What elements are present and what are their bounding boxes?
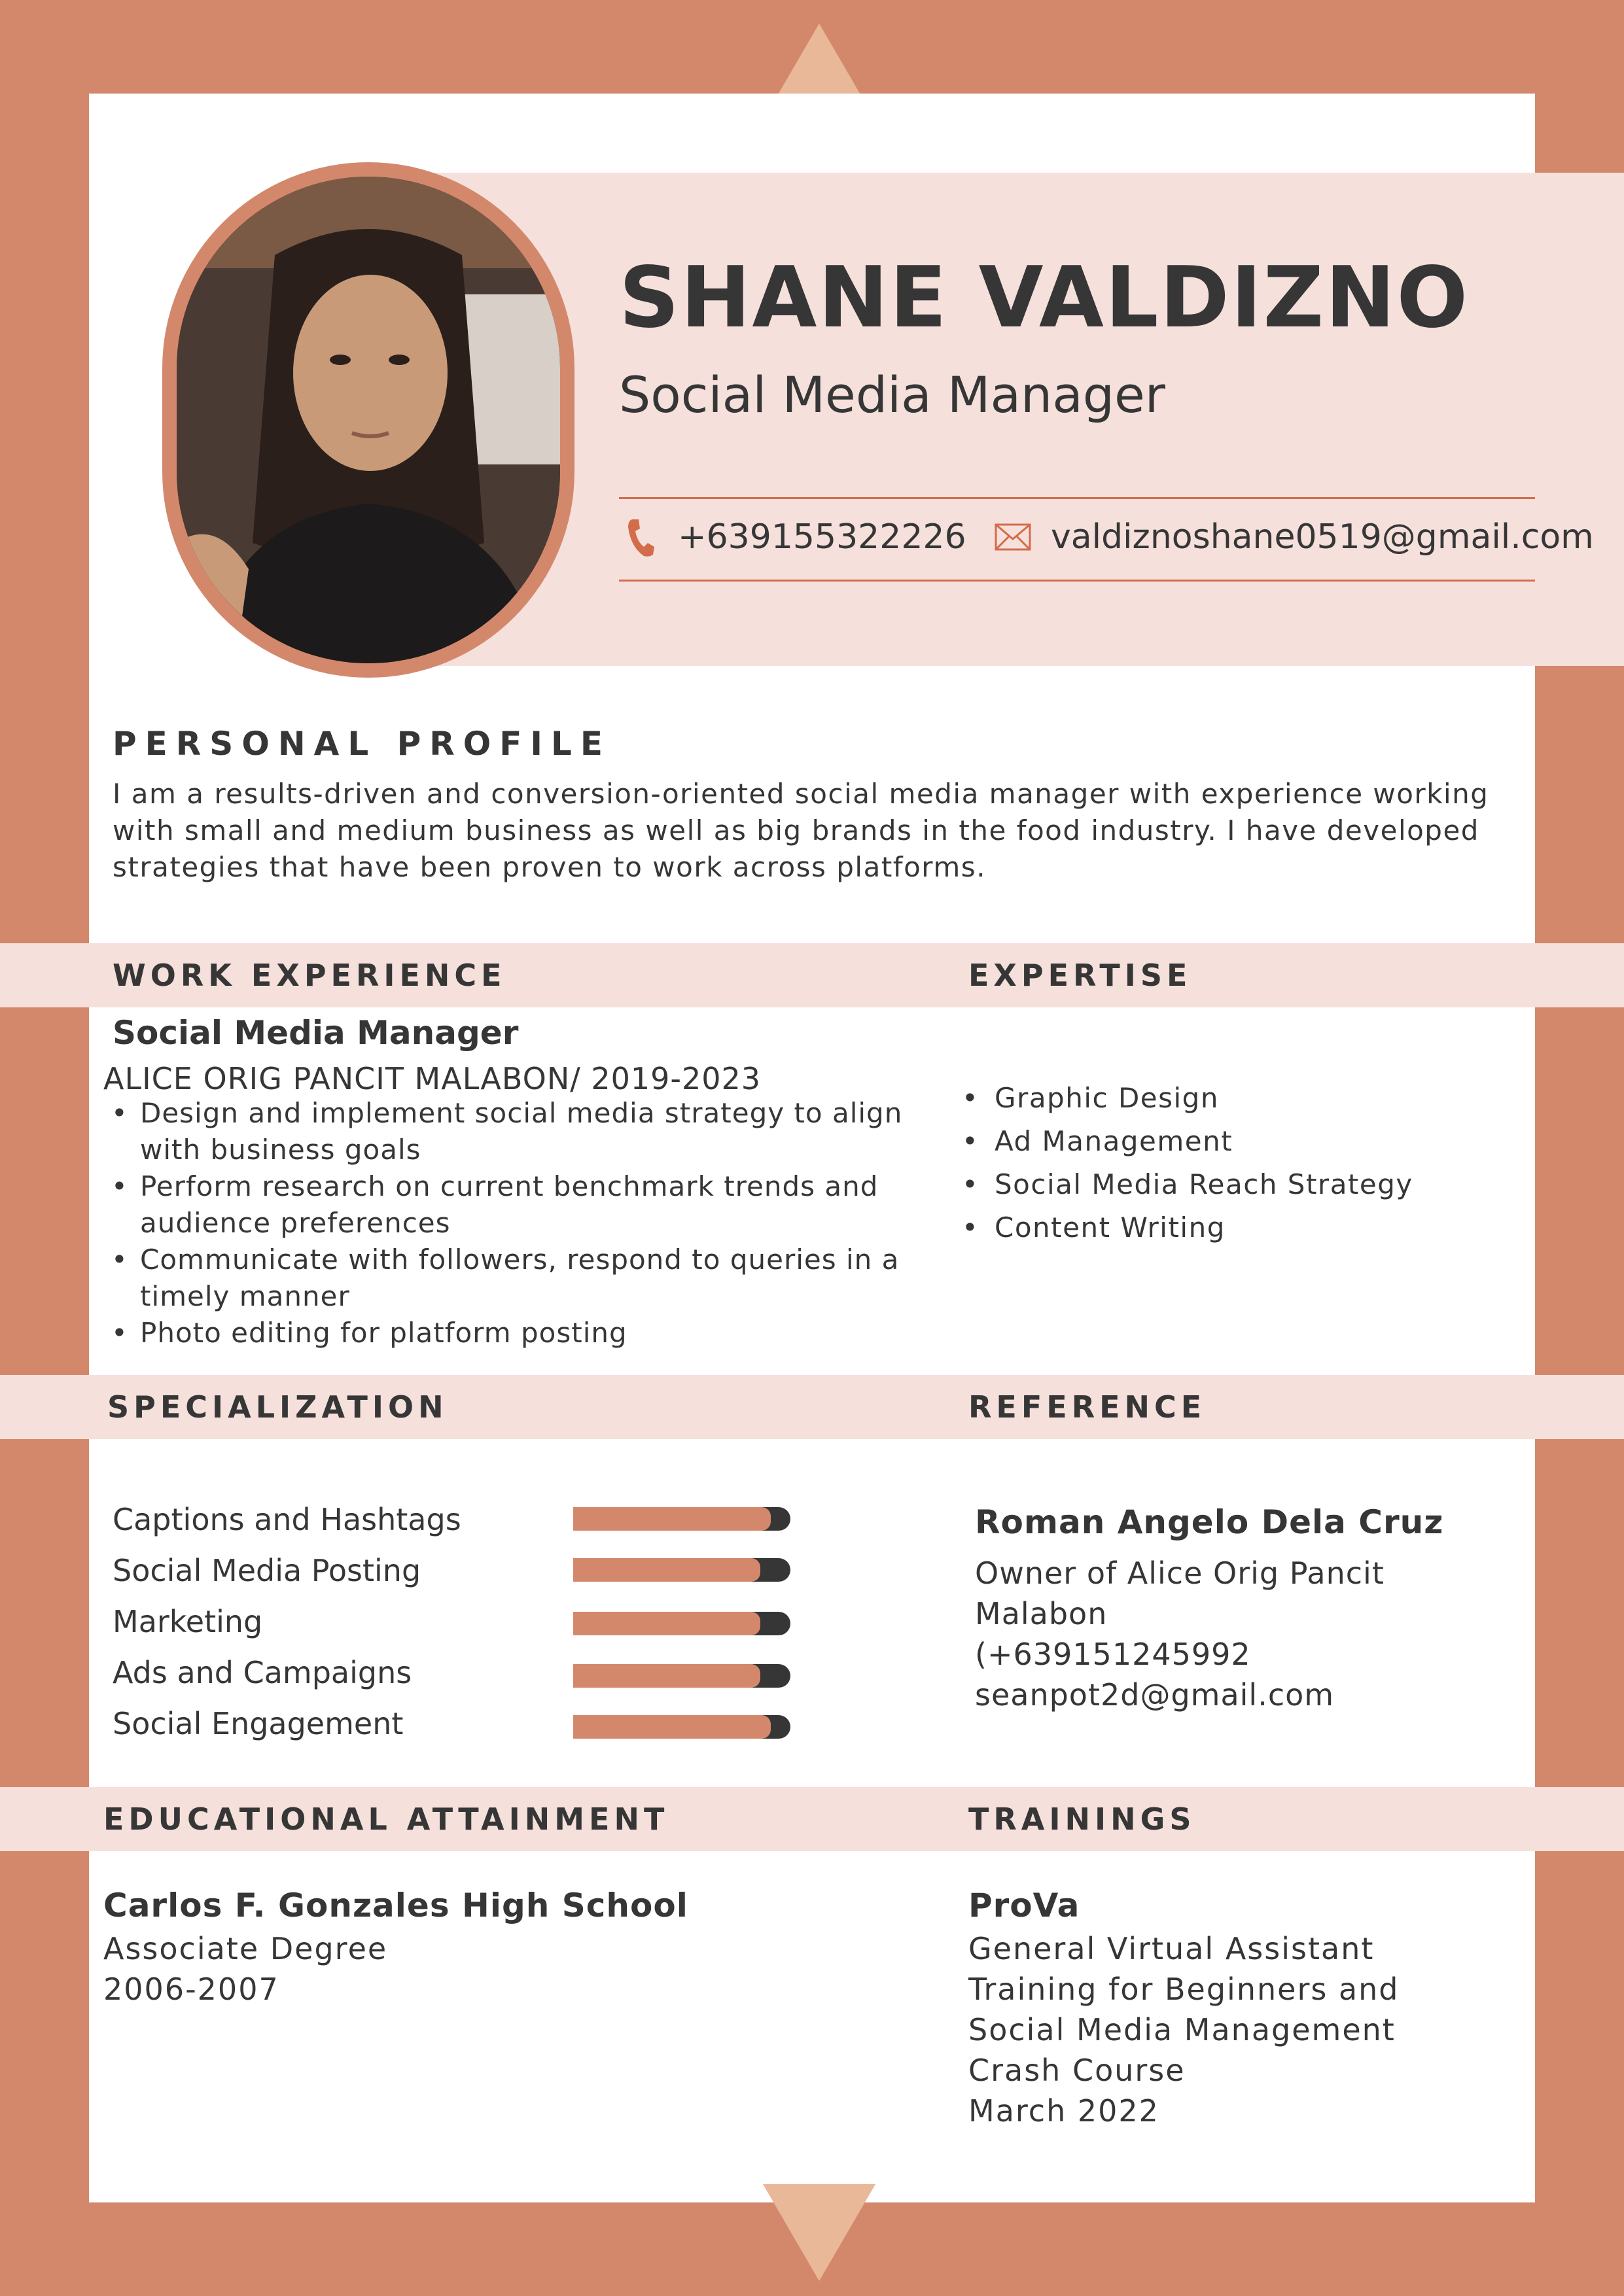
bottom-triangle-decoration [763,2184,875,2281]
trainings-heading: TRAININGS [968,1801,1196,1837]
reference-line: Malabon [975,1596,1108,1631]
skill-label: Ads and Campaigns [113,1655,412,1690]
job-title: Social Media Manager [113,1014,519,1052]
portrait-illustration [177,177,560,663]
reference-details [975,1553,1511,1715]
training-details [968,1928,1531,2131]
reference-phone: (+639151245992 [975,1637,1251,1672]
training-line: General Virtual Assistant [968,1931,1375,1966]
expertise-list [958,1077,1534,1249]
phone-number[interactable]: +639155322226 [678,517,966,557]
list-item: • Perform research on current benchmark trends and audience preferences [105,1168,916,1242]
training-line: Social Media Management [968,2012,1396,2047]
reference-heading: REFERENCE [968,1389,1207,1425]
contact-top-rule [619,497,1535,499]
reference-line: Owner of Alice Orig Pancit [975,1556,1385,1591]
candidate-name: SHANE VALDIZNO [619,249,1470,347]
list-item: • Graphic Design [958,1077,1534,1120]
job-duties-list [105,1095,916,1351]
profile-text: I am a results-driven and conversion-oriented social media manager with experience working with small and medium business as well as big brands in the food industry. I have developed strategies that have been proven to work across platforms. [113,778,1489,883]
work-experience-heading: WORK EXPERIENCE [113,958,506,993]
job-company: ALICE ORIG PANCIT MALABON/ 2019-2023 [103,1061,762,1096]
reference-email[interactable]: seanpot2d@gmail.com [975,1677,1335,1713]
contact-bottom-rule [619,580,1535,582]
candidate-role: Social Media Manager [619,366,1166,424]
skill-bar [573,1664,790,1688]
skill-bar [573,1612,790,1635]
skill-label: Social Media Posting [113,1553,421,1588]
skill-bar-fill [573,1507,771,1531]
skill-bar-fill [573,1558,760,1582]
list-item: • Social Media Reach Strategy [958,1163,1534,1206]
profile-photo-image [177,177,560,663]
education-years: 2006-2007 [103,1972,279,2007]
skill-label: Captions and Hashtags [113,1502,461,1537]
education-details [103,1928,387,2009]
email-address[interactable]: valdiznoshane0519@gmail.com [1051,517,1594,557]
skill-bar-fill [573,1664,760,1688]
skill-bar-fill [573,1612,760,1635]
phone-icon [626,517,657,559]
list-item: • Photo editing for platform posting [105,1315,916,1351]
reference-name: Roman Angelo Dela Cruz [975,1503,1444,1541]
training-line: Training for Beginners and [968,1972,1400,2007]
expertise-heading: EXPERTISE [968,958,1192,993]
skill-label: Marketing [113,1604,263,1639]
training-provider: ProVa [968,1887,1080,1924]
profile-photo [162,162,574,678]
skill-bar [573,1715,790,1739]
skill-bar-fill [573,1715,771,1739]
list-item: • Communicate with followers, respond to queries in a timely manner [105,1242,916,1315]
education-school: Carlos F. Gonzales High School [103,1887,688,1924]
list-item: • Design and implement social media strategy to align with business goals [105,1095,916,1168]
education-degree: Associate Degree [103,1931,388,1966]
profile-heading: PERSONAL PROFILE [113,725,612,763]
list-item: • Content Writing [958,1206,1534,1249]
training-line: Crash Course [968,2053,1186,2088]
skill-bar [573,1558,790,1582]
skill-bar [573,1507,790,1531]
list-item: • Ad Management [958,1120,1534,1163]
mail-icon [995,523,1031,551]
skill-label: Social Engagement [113,1706,404,1741]
education-heading: EDUCATIONAL ATTAINMENT [103,1801,669,1837]
training-date: March 2022 [968,2093,1159,2129]
specialization-heading: SPECIALIZATION [107,1389,448,1425]
